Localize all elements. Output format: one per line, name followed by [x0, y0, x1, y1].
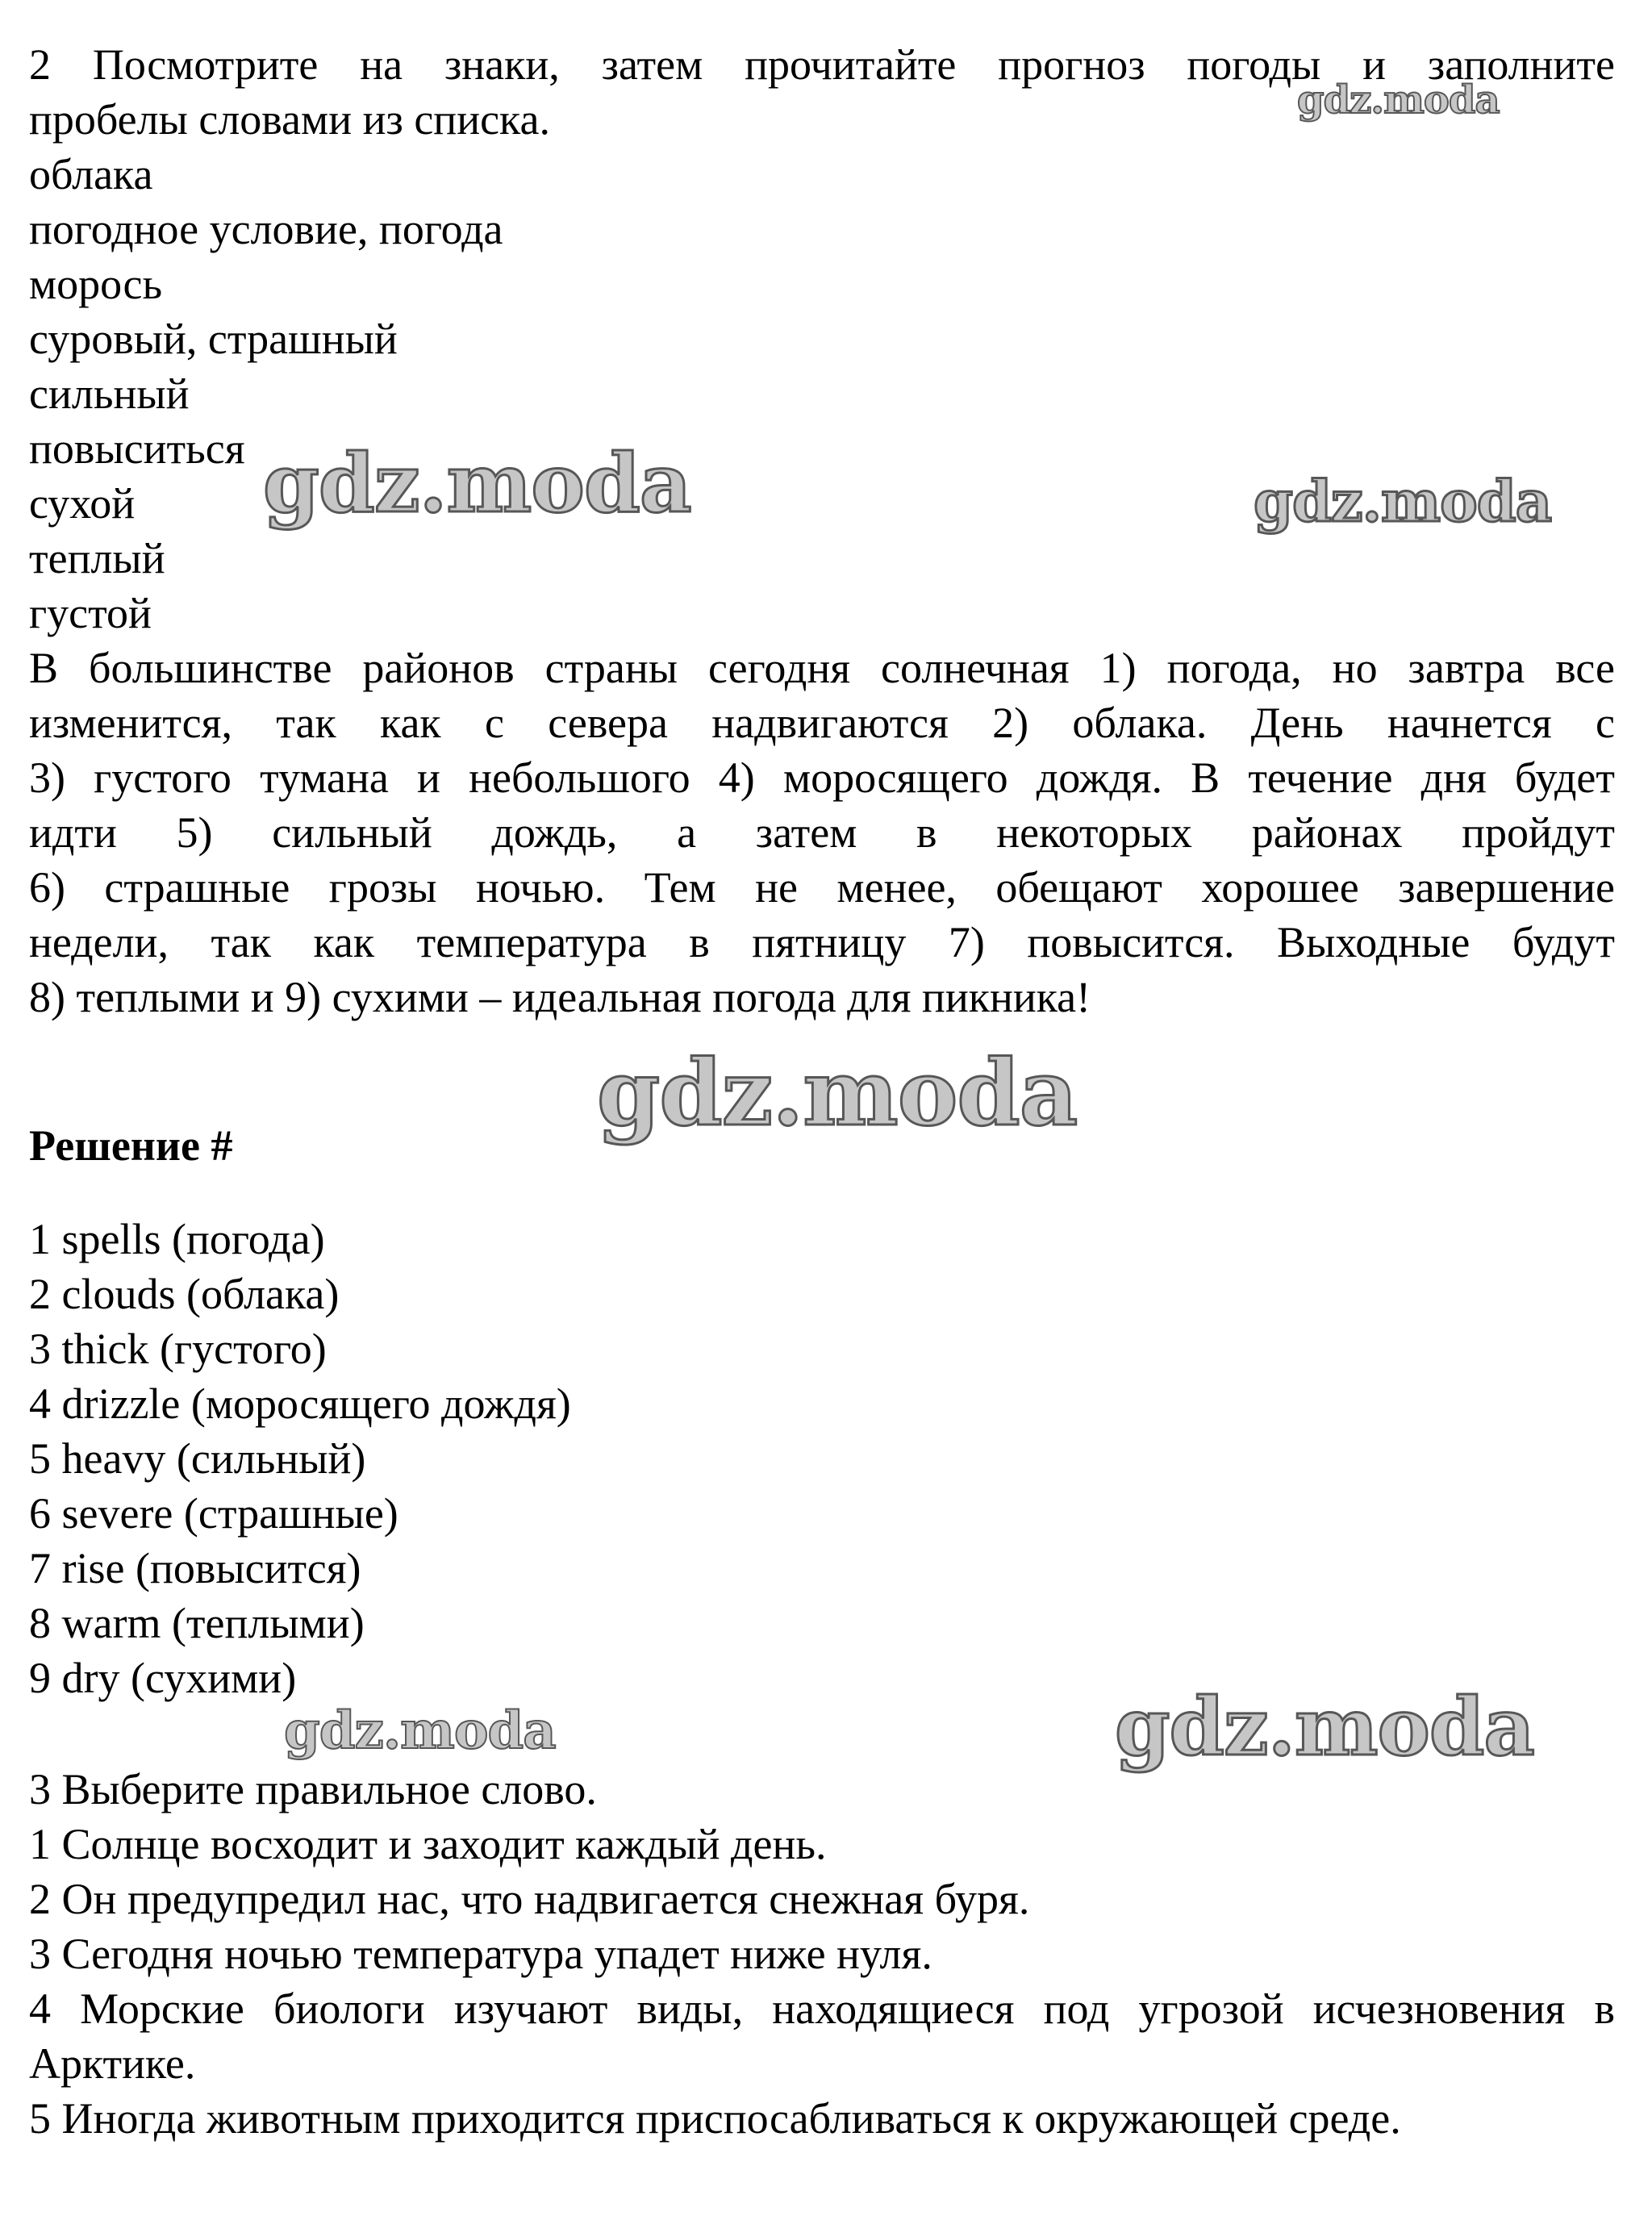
task2-instruction-line1: 2 Посмотрите на знаки, затем прочитайте прогноз погоды и заполните: [29, 40, 1615, 89]
answer-item: 3 thick (густого): [29, 1325, 327, 1373]
word-list-item: сильный: [29, 369, 190, 418]
answer-item: 2 clouds (облака): [29, 1270, 340, 1318]
word-list-item: сухой: [29, 479, 136, 528]
word-list-item: суровый, страшный: [29, 315, 398, 363]
task3-item: 1 Солнце восходит и заходит каждый день.: [29, 1820, 827, 1868]
forecast-paragraph-line: 3) густого тумана и небольшого 4) моросящего дождя. В течение дня будет: [29, 753, 1615, 802]
word-list-item: теплый: [29, 534, 165, 582]
forecast-paragraph-line: В большинстве районов страны сегодня солнечная 1) погода, но завтра все: [29, 644, 1615, 692]
watermark-logo: gdz.moda: [284, 1701, 556, 1761]
watermark-logo: gdz.moda: [597, 1041, 1078, 1146]
solution-heading: Решение #: [29, 1121, 233, 1170]
answer-item: 1 spells (погода): [29, 1215, 325, 1263]
forecast-paragraph-line: идти 5) сильный дождь, а затем в некоторых районах пройдут: [29, 808, 1615, 857]
answer-item: 5 heavy (сильный): [29, 1434, 366, 1483]
task3-item: 2 Он предупредил нас, что надвигается снежная буря.: [29, 1875, 1030, 1923]
answer-item: 8 warm (теплыми): [29, 1599, 365, 1647]
forecast-paragraph-line: 8) теплыми и 9) сухими – идеальная погода для пикника!: [29, 973, 1091, 1021]
forecast-paragraph-line: недели, так как температура в пятницу 7) повысится. Выходные будут: [29, 918, 1615, 966]
task3-item: 5 Иногда животным приходится приспосабливаться к окружающей среде.: [29, 2094, 1401, 2143]
forecast-paragraph-line: 6) страшные грозы ночью. Тем не менее, обещают хорошее завершение: [29, 863, 1615, 912]
answer-item: 7 rise (повысится): [29, 1544, 361, 1592]
word-list-item: морось: [29, 260, 163, 308]
word-list-item: густой: [29, 589, 152, 637]
word-list-item: повыситься: [29, 424, 245, 473]
task3-item-continuation: Арктике.: [29, 2039, 196, 2088]
forecast-paragraph-line: изменится, так как с севера надвигаются 2) облака. День начнется с: [29, 699, 1615, 747]
word-list-item: облака: [29, 150, 153, 198]
watermark-logo: gdz.moda: [1297, 77, 1500, 123]
answer-item: 6 severe (страшные): [29, 1489, 398, 1538]
watermark-logo: gdz.moda: [1254, 468, 1552, 535]
answer-item: 4 drizzle (моросящего дождя): [29, 1379, 571, 1428]
watermark-logo: gdz.moda: [263, 436, 691, 531]
word-list-item: погодное условие, погода: [29, 205, 503, 253]
answer-item: 9 dry (сухими): [29, 1654, 297, 1702]
task3-item: 4 Морские биологи изучают виды, находящиеся под угрозой исчезновения в: [29, 1984, 1615, 2033]
task3-heading: 3 Выберите правильное слово.: [29, 1765, 597, 1813]
watermark-logo: gdz.moda: [1115, 1681, 1534, 1774]
task2-instruction-line2: пробелы словами из списка.: [29, 95, 550, 144]
task3-item: 3 Сегодня ночью температура упадет ниже нуля.: [29, 1930, 932, 1978]
